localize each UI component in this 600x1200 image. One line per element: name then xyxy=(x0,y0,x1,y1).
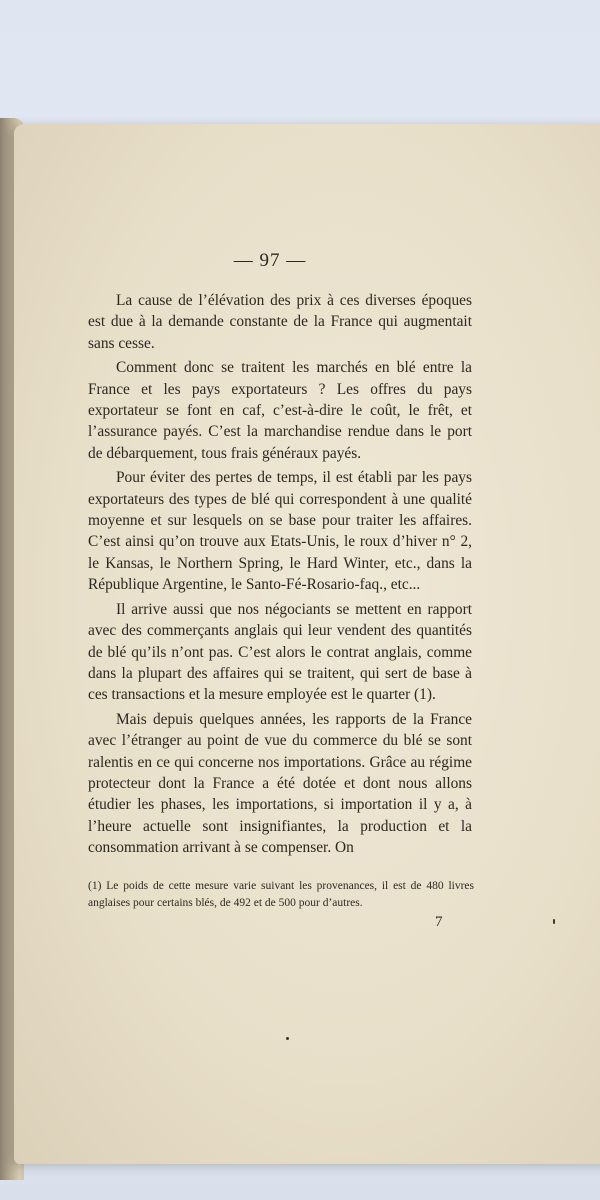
page-number: — 97 — xyxy=(233,250,307,271)
paragraph-3: Pour éviter des pertes de temps, il est établi par les pays exportateurs des types de blé qui correspondent à une qualité moyenne et sur lesquels on se base pour traiter les affaires. C’est ainsi qu’on trouve aux Etats-Unis, le roux d’hiver n° 2, le Kansas, le Northern Spring, le Hard Winter, etc., dans la République Argentine, le Santo-Fé-Rosario-faq., etc... xyxy=(88,469,472,594)
paragraph-5: Mais depuis quelques années, les rapports de la France avec l’étranger au point de vue du commerce du blé se sont ralentis en ce qui concerne nos importations. Grâce au régime protecteur dont la France a été dotée et dont nous allons étudier les phases, les importations, si importation il y a, à l’heure actuelle sont insignifiantes, la production et la consommation arrivant à se compenser. On xyxy=(88,710,472,857)
paragraph-4: Il arrive aussi que nos négociants se mettent en rapport avec des commerçants anglais qui leur vendent des quantités de blé qu’ils n’ont pas. C’est alors le contrat anglais, comme dans la plupart des affaires qui se traitent, qui sert de base à ces transactions et la mesure employée est le quarter (1). xyxy=(88,600,472,704)
paragraph-1: La cause de l’élévation des prix à ces diverses époques est due à la demande constante de la France qui augmentait sans cesse. xyxy=(88,292,472,352)
paper-speck xyxy=(286,1037,289,1040)
signature-mark: 7 xyxy=(435,914,443,930)
footnote: (1) Le poids de cette mesure varie suivant les provenances, il est de 480 livres anglaises pour certains blés, de 492 et de 500 pour d’autres. xyxy=(88,880,474,909)
paragraph-2: Comment donc se traitent les marchés en blé entre la France et les pays exportateurs ? Les offres du pays exportateur se font en caf, c’est-à-dire le coût, le frêt, et l’assurance payés. C’est la marchandise rendue dans le port de débarquement, tous frais généraux payés. xyxy=(88,359,472,462)
page-body xyxy=(88,290,472,862)
paper-speck xyxy=(553,919,555,924)
